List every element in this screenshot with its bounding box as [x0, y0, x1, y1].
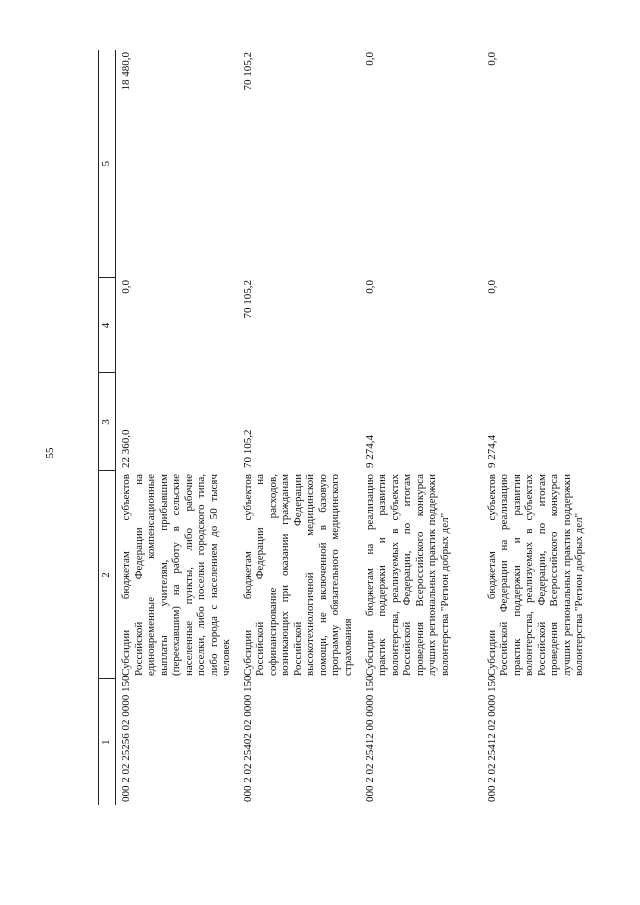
column-header-1: 1 — [99, 679, 116, 805]
value-col4: 70 105,2 — [241, 280, 254, 319]
row-description: Субсидии бюджетам субъектов Российской Федерации на софинансирование расходов, возникающих при оказании гражданам Российской Федерации высокотехнологичной медицинской помощи, не включенной в базовую программу обязательного медицинского страхования — [241, 474, 354, 676]
column-header-3: 3 — [99, 373, 116, 471]
rotated-table-wrapper — [98, 50, 585, 805]
value-col3: 70 105,2 — [241, 429, 254, 468]
budget-table — [98, 50, 604, 805]
table-header — [99, 50, 116, 805]
table-row — [238, 50, 360, 805]
budget-code: 000 2 02 25256 02 0000 150 — [120, 675, 132, 802]
budget-code: 000 2 02 25402 02 0000 150 — [241, 675, 254, 802]
budget-code: 000 2 02 25412 00 0000 150 — [363, 675, 376, 802]
value-col3: 9 274,4 — [485, 435, 498, 468]
table-row — [360, 50, 482, 805]
value-col3: 9 274,4 — [363, 435, 376, 468]
row-description: Субсидии бюджетам на реализацию практик поддержки и развития волонтерства, реализуемых в субъектах Российской Федерации, по итогам проведения Всероссийского конкурса лучших региональных практик поддержки волонтерства "Регион добрых дел" — [363, 474, 451, 676]
column-header-5: 5 — [99, 50, 116, 278]
column-header-2: 2 — [99, 471, 116, 679]
budget-code: 000 2 02 25412 02 0000 150 — [485, 675, 498, 802]
row-description: Субсидии бюджетам субъектов Российской Федерации на единовременные компенсационные выплаты учителям, прибывшим (переехавшим) на работу в сельские населенные пункты, либо рабочие поселки, либо поселки городского типа, либо города с населением до 50 тысяч человек — [120, 474, 232, 676]
value-col5: 0,0 — [363, 52, 376, 66]
value-col4: 0,0 — [363, 280, 376, 294]
value-col5: 70 105,2 — [241, 52, 254, 91]
value-col5: 18 480,0 — [120, 52, 132, 91]
table-row — [116, 50, 238, 805]
value-col4: 0,0 — [120, 280, 132, 294]
row-description: Субсидии бюджетам субъектов Российской Федерации на реализацию практик поддержки и развития волонтерства, реализуемых в субъектах Российской Федерации, по итогам проведения Всероссийского конкурса лучших региональных практик поддержки волонтерства "Регион добрых дел" — [485, 474, 585, 676]
table-row — [482, 50, 604, 805]
column-header-4: 4 — [99, 278, 116, 373]
page-number: 55 — [44, 447, 56, 459]
value-col4: 0,0 — [485, 280, 498, 294]
value-col5: 0,0 — [485, 52, 498, 66]
value-col3: 22 360,0 — [120, 429, 132, 468]
